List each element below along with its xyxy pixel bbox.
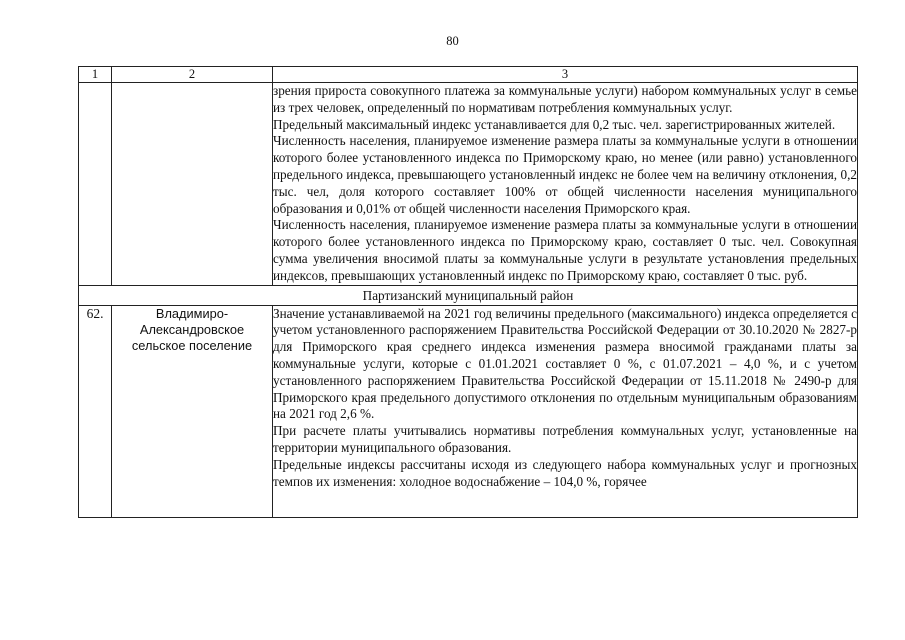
entry-name bbox=[112, 305, 273, 517]
entry-text-cell bbox=[273, 305, 858, 517]
entry-name-line: Александровское bbox=[139, 321, 245, 337]
continuation-paragraph: Предельный максимальный индекс устанавливается для 0,2 тыс. чел. зарегистрированных жителей. bbox=[273, 116, 836, 132]
entry-name-line: сельское поселение bbox=[131, 337, 253, 353]
continuation-text-cell bbox=[273, 83, 858, 286]
column-header-2: 2 bbox=[112, 67, 273, 83]
continuation-paragraph: Численность населения, планируемое изменение размера платы за коммунальные услуги в отношении которого более установленного индекса по Приморскому краю, составляет 0 тыс. чел. Совокупная сумма увеличения вносимой платы за коммунальные услуги в результате установления предельных индексов, превышающих установленный индекс по Приморскому краю, составляет 0 тыс. руб. bbox=[273, 217, 857, 283]
page-number: 80 bbox=[446, 34, 459, 48]
continuation-row bbox=[79, 83, 858, 286]
continuation-name-cell bbox=[112, 83, 273, 286]
continuation-paragraph: зрения прироста совокупного платежа за коммунальные услуги) набором коммунальных услуг в семье из трех человек, определенный по нормативам потребления коммунальных услуг. bbox=[273, 83, 857, 115]
section-title: Партизанский муниципальный район bbox=[79, 285, 858, 305]
continuation-number-cell bbox=[79, 83, 112, 286]
entry-name-line: Владимиро- bbox=[155, 305, 229, 321]
table-header-row bbox=[79, 67, 858, 83]
column-header-1: 1 bbox=[79, 67, 112, 83]
entry-number: 62. bbox=[79, 305, 112, 517]
document-table bbox=[78, 66, 858, 518]
entry-paragraph: При расчете платы учитывались нормативы потребления коммунальных услуг, установленные на территории муниципального образования. bbox=[273, 423, 857, 455]
entry-paragraph: Значение устанавливаемой на 2021 год величины предельного (максимального) индекса определяется с учетом установленного распоряжением Правительства Российской Федерации от 30.10.2020 № 2827-р для Приморского края среднего индекса изменения размера вносимой гражданами платы за коммунальные услуги, которые с 01.01.2021 составляет 0 %, с 01.07.2021 – 4,0 %, и с учетом установленного распоряжением Правительства Российской Федерации от 15.11.2018 № 2490-р для Приморского края предельного допустимого отклонения по отдельным муниципальным образованиям на 2021 год 2,6 %. bbox=[273, 305, 857, 422]
column-header-3: 3 bbox=[273, 67, 858, 83]
entry-paragraph: Предельные индексы рассчитаны исходя из следующего набора коммунальных услуг и прогнозных темпов их изменения: холодное водоснабжение – 104,0 %, горячее bbox=[273, 456, 857, 489]
entry-text-clip bbox=[273, 306, 857, 517]
continuation-paragraph: Численность населения, планируемое изменение размера платы за коммунальные услуги в отношении которого более установленного индекса по Приморскому краю, но менее (или равно) установленного предельного индекса, превышающего установленный индекс не более чем на величину отклонения, 0,2 тыс. чел, доля которого составляет 100% от общей численности населения муниципального образования и 0,01% от общей численности населения Приморского края. bbox=[273, 133, 857, 216]
entry-row bbox=[79, 305, 858, 517]
section-title-row bbox=[79, 285, 858, 305]
